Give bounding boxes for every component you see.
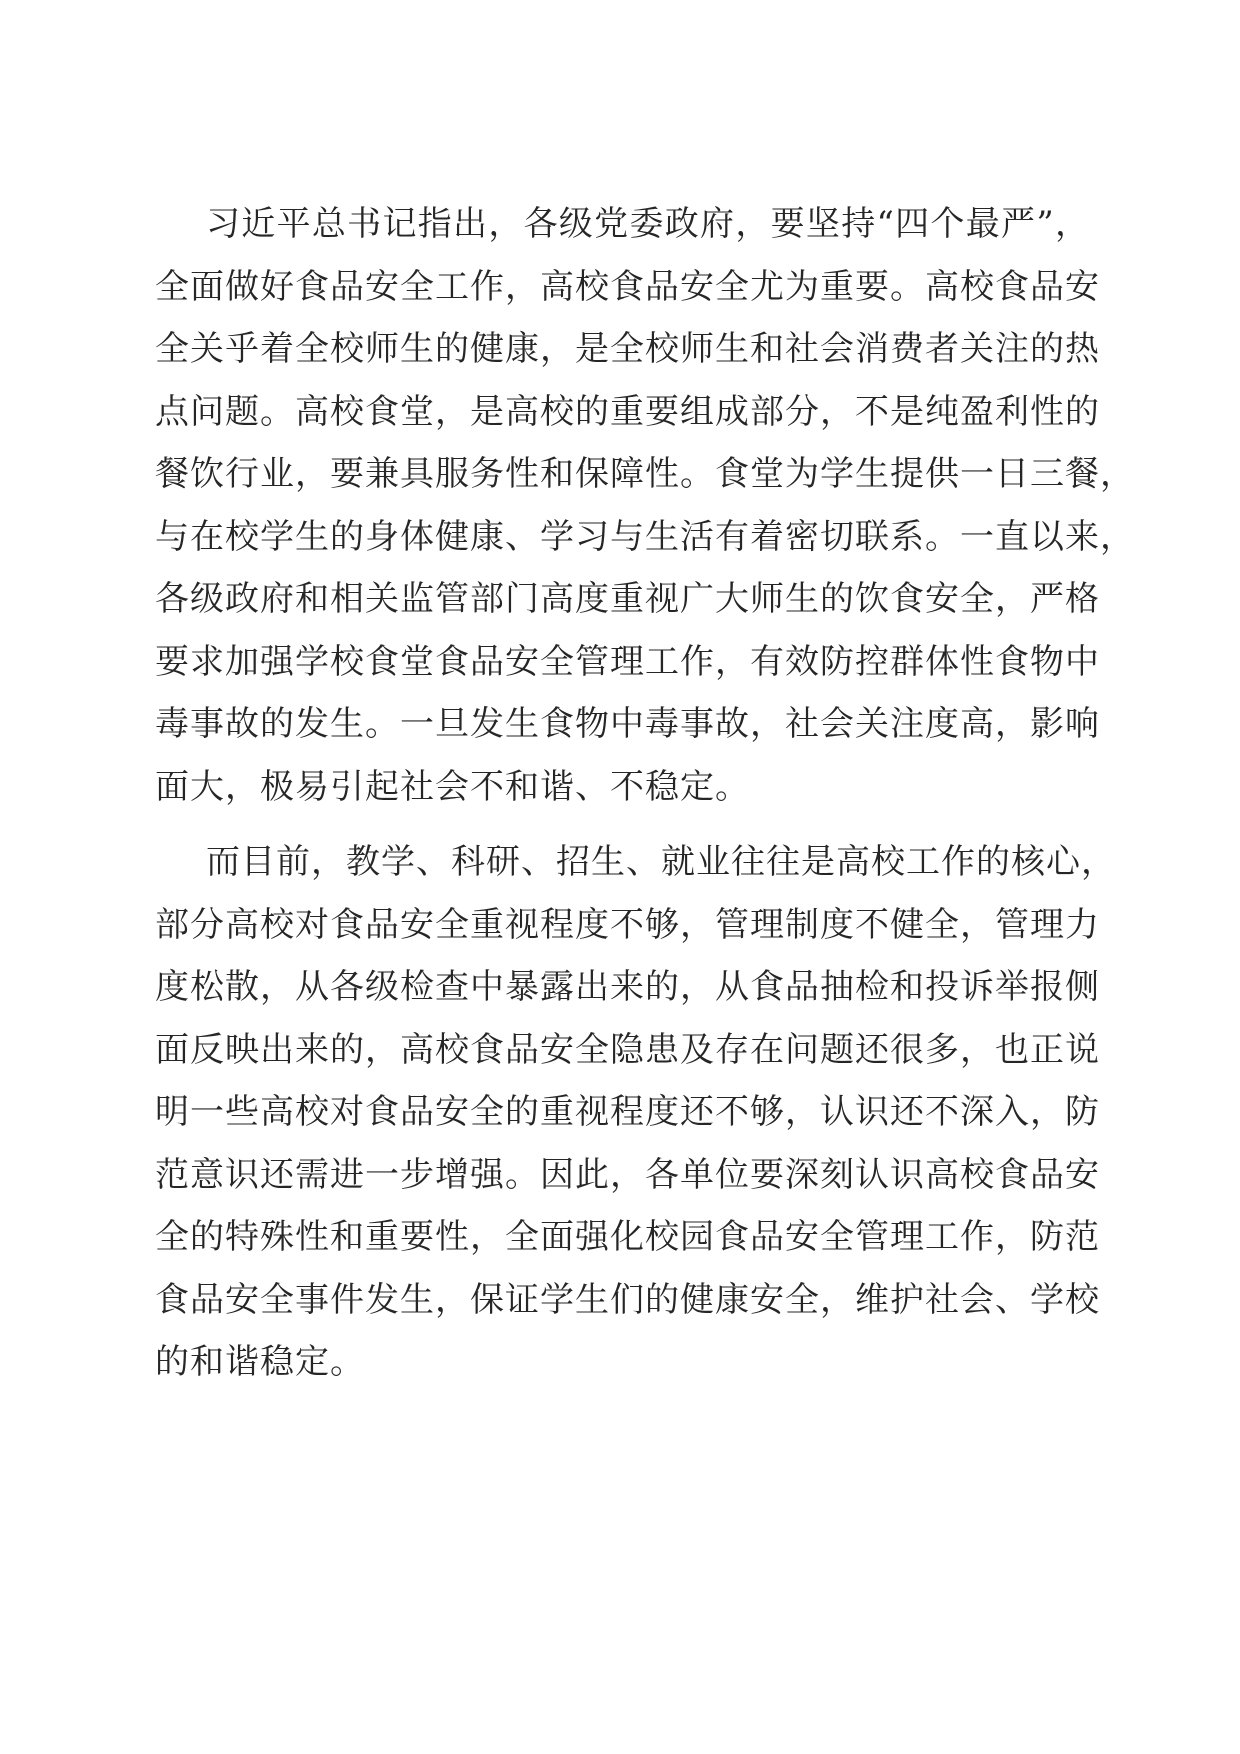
text-line: 面大，极易引起社会不和谐、不稳定。 — [155, 766, 750, 807]
paragraph-spacing — [155, 818, 1090, 831]
text-line: 而目前，教学、科研、招生、就业往往是高校工作的核心， — [206, 842, 1116, 882]
text-line: 全面做好食品安全工作，高校食品安全尤为重要。高校食品安 — [155, 266, 1100, 307]
text-line: 部分高校对食品安全重视程度不够，管理制度不健全，管理力 — [155, 904, 1100, 945]
text-line: 的和谐稳定。 — [155, 1342, 365, 1382]
text-line: 习近平总书记指出，各级党委政府，要坚持“四个最严”， — [206, 204, 1090, 244]
text-line: 全的特殊性和重要性，全面强化校园食品安全管理工作，防范 — [155, 1217, 1100, 1257]
paragraph-1 — [155, 193, 1135, 818]
text-line: 要求加强学校食堂食品安全管理工作，有效防控群体性食物中 — [155, 641, 1100, 682]
text-line: 毒事故的发生。一旦发生食物中毒事故，社会关注度高，影响 — [155, 704, 1100, 744]
text-line: 与在校学生的身体健康、学习与生活有着密切联系。一直以来， — [155, 516, 1135, 557]
text-line: 各级政府和相关监管部门高度重视广大师生的饮食安全，严格 — [155, 579, 1100, 619]
text-line: 全关乎着全校师生的健康，是全校师生和社会消费者关注的热 — [155, 329, 1100, 369]
text-line: 明一些高校对食品安全的重视程度还不够，认识还不深入，防 — [155, 1092, 1100, 1132]
text-line: 面反映出来的，高校食品安全隐患及存在问题还很多，也正说 — [155, 1029, 1100, 1070]
text-line: 范意识还需进一步增强。因此，各单位要深刻认识高校食品安 — [155, 1154, 1100, 1195]
text-line: 食品安全事件发生，保证学生们的健康安全，维护社会、学校 — [155, 1279, 1100, 1320]
document-body — [155, 193, 1135, 1394]
text-line: 度松散，从各级检查中暴露出来的，从食品抽检和投诉举报侧 — [155, 967, 1100, 1007]
paragraph-2 — [155, 831, 1116, 1394]
text-line: 餐饮行业，要兼具服务性和保障性。食堂为学生提供一日三餐， — [155, 454, 1135, 494]
text-line: 点问题。高校食堂，是高校的重要组成部分，不是纯盈利性的 — [155, 391, 1100, 432]
